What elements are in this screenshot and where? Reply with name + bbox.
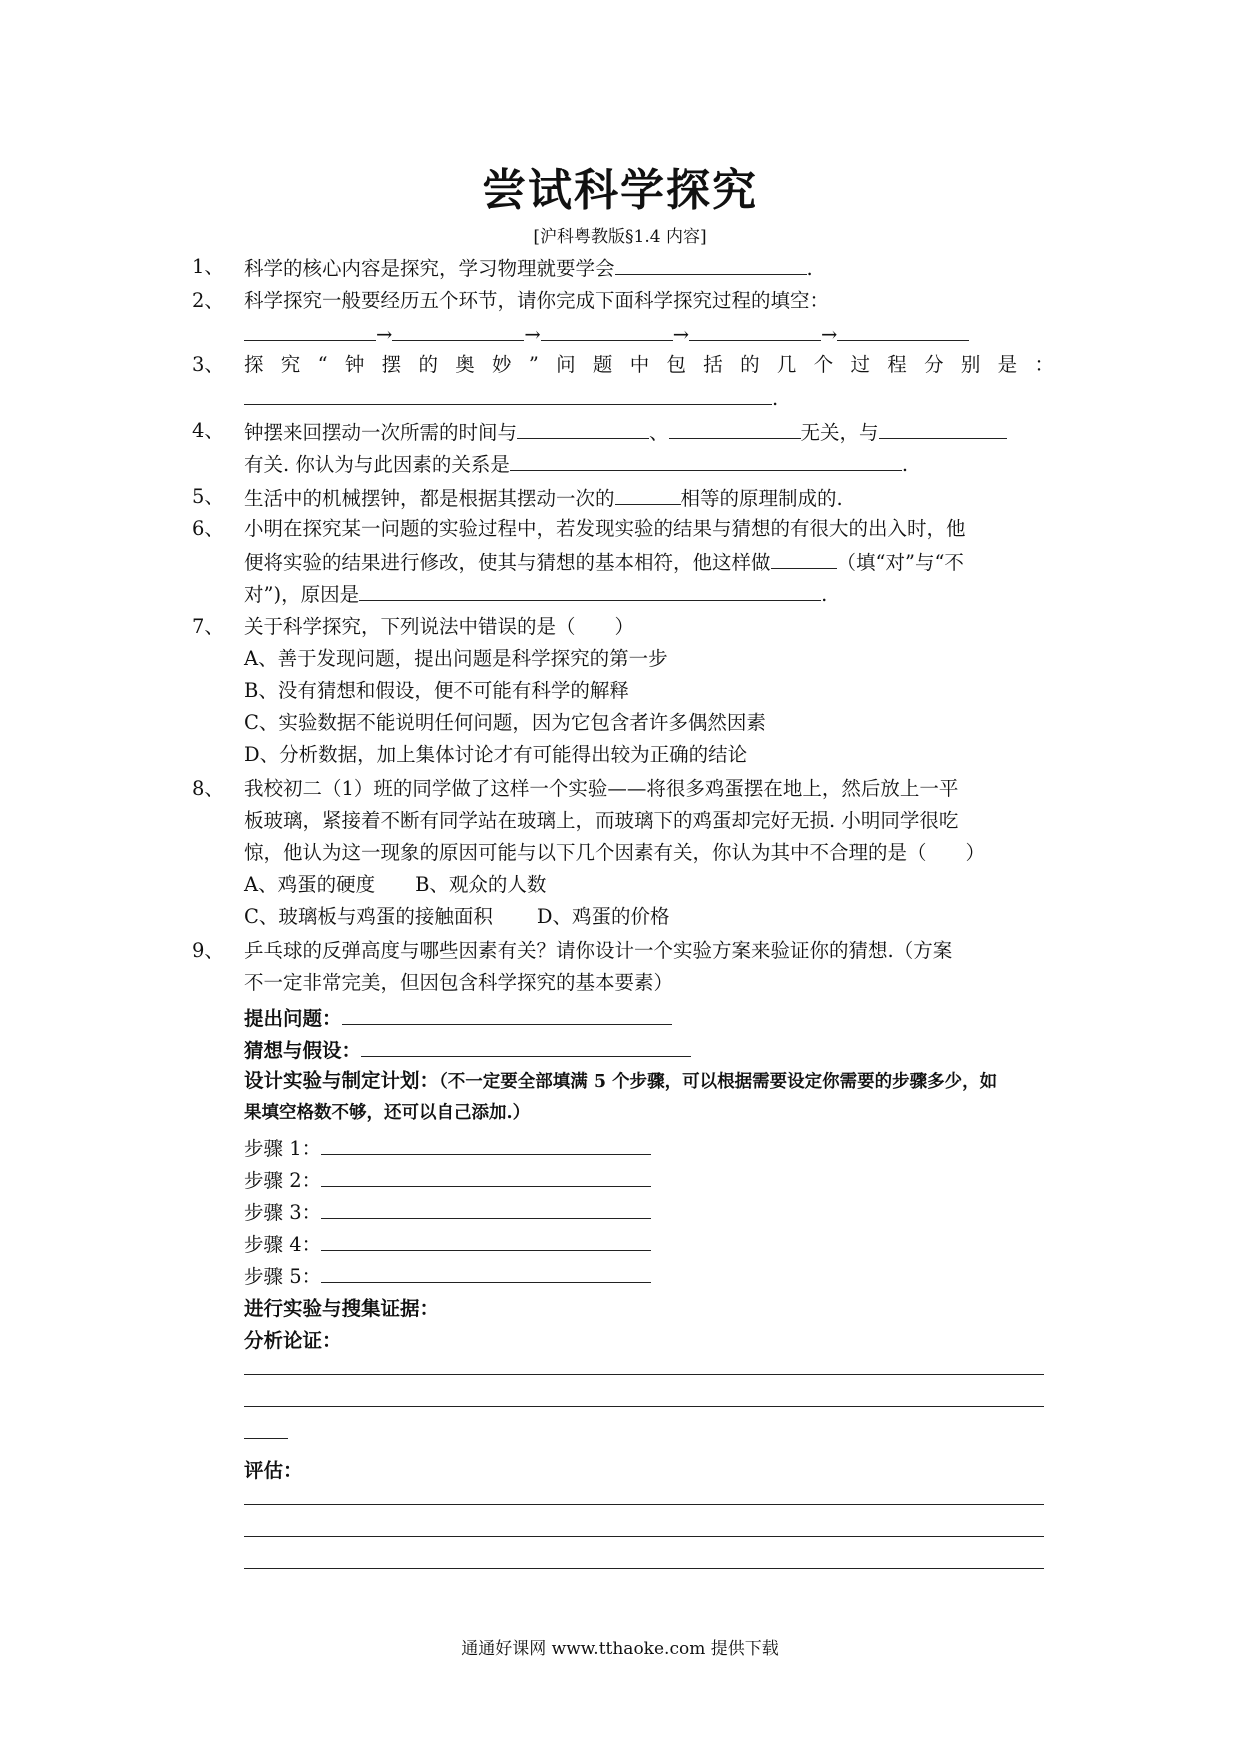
step-2-row: 步骤 2： [244, 1166, 651, 1194]
question-1: 科学的核心内容是探究，学习物理就要学会 . [244, 254, 813, 282]
q2-number: 2、 [192, 289, 224, 312]
question-6-line-3: 对”)，原因是 . [244, 580, 827, 608]
step-3-row: 步骤 3： [244, 1198, 651, 1226]
q5-number: 5、 [192, 485, 224, 508]
page-subtitle: [沪科粤教版§1.4 内容] [533, 227, 707, 247]
page-title: 尝试科学探究 [482, 165, 758, 216]
step-3-blank[interactable] [321, 1198, 651, 1219]
step-5-blank[interactable] [321, 1262, 651, 1283]
q3-number: 3、 [192, 353, 224, 376]
evaluation-heading: 评估： [244, 1459, 303, 1482]
question-2: 科学探究一般要经历五个环节，请你完成下面科学探究过程的填空： [244, 289, 830, 312]
design-plan-heading: 设计实验与制定计划：（不一定要全部填满 5 个步骤，可以根据需要设定你需要的步骤多少，如 [244, 1069, 998, 1092]
evaluation-line-1[interactable] [244, 1504, 1044, 1505]
conduct-experiment-heading: 进行实验与搜集证据： [244, 1297, 440, 1320]
q4-number: 4、 [192, 419, 224, 442]
arrow-icon: → [524, 323, 541, 346]
analysis-heading: 分析论证： [244, 1329, 342, 1352]
q2-blank-2[interactable] [392, 320, 524, 341]
q2-blank-5[interactable] [837, 320, 969, 341]
hypothesis-row: 猜想与假设： [244, 1036, 691, 1064]
evaluation-line-2[interactable] [244, 1536, 1044, 1537]
analysis-line-2[interactable] [244, 1406, 1044, 1407]
q1-blank[interactable] [615, 254, 807, 275]
step-4-row: 步骤 4： [244, 1230, 651, 1258]
q2-blank-3[interactable] [541, 320, 673, 341]
evaluation-line-3[interactable] [244, 1568, 1044, 1569]
question-9-line-2: 不一定非常完美，但因包含科学探究的基本要素） [244, 971, 674, 994]
ask-question-row: 提出问题： [244, 1004, 672, 1032]
q4-blank-1[interactable] [517, 418, 649, 439]
q7-option-b[interactable]: B、没有猜想和假设，便不可能有科学的解释 [244, 679, 629, 702]
q7-option-a[interactable]: A、善于发现问题，提出问题是科学探究的第一步 [244, 647, 668, 670]
arrow-icon: → [376, 323, 393, 346]
q7-option-d[interactable]: D、分析数据，加上集体讨论才有可能得出较为正确的结论 [244, 743, 748, 766]
q4-blank-4[interactable] [510, 450, 902, 471]
step-1-row: 步骤 1： [244, 1134, 651, 1162]
hypothesis-blank[interactable] [361, 1036, 691, 1057]
design-plan-note: 果填空格数不够，还可以自己添加.） [244, 1103, 531, 1123]
question-4-cont: 有关. 你认为与此因素的关系是 . [244, 450, 908, 478]
q3-blank[interactable] [244, 384, 772, 405]
q8-number: 8、 [192, 777, 224, 800]
q4-blank-2[interactable] [669, 418, 801, 439]
q8-option-a[interactable]: A、鸡蛋的硬度 [244, 873, 376, 896]
q8-options-ab [244, 872, 546, 898]
question-5: 生活中的机械摆钟，都是根据其摆动一次的 相等的原理制成的. [244, 484, 843, 512]
q6-number: 6、 [192, 517, 224, 540]
arrow-icon: → [821, 323, 838, 346]
question-8-line-1: 我校初二（1）班的同学做了这样一个实验——将很多鸡蛋摆在地上，然后放上一平 [244, 777, 959, 800]
analysis-line-3[interactable] [244, 1438, 288, 1439]
q8-option-c[interactable]: C、玻璃板与鸡蛋的接触面积 [244, 905, 493, 928]
q1-number: 1、 [192, 255, 224, 278]
q7-option-c[interactable]: C、实验数据不能说明任何问题，因为它包含者许多偶然因素 [244, 711, 766, 734]
q6-blank-2[interactable] [359, 580, 821, 601]
question-6-line-1: 小明在探究某一问题的实验过程中，若发现实验的结果与猜想的有很大的出入时，他 [244, 517, 966, 540]
question-4: 钟摆来回摆动一次所需的时间与 、 无关，与 [244, 418, 1007, 446]
q8-option-d[interactable]: D、鸡蛋的价格 [536, 905, 670, 928]
question-8-line-2: 板玻璃，紧接着不断有同学站在玻璃上，而玻璃下的鸡蛋却完好无损. 小明同学很吃 [244, 809, 959, 832]
question-7[interactable]: 关于科学探究，下列说法中错误的是（ ） [244, 615, 635, 638]
question-8-line-3[interactable]: 惊，他认为这一现象的原因可能与以下几个因素有关，你认为其中不合理的是（ ） [244, 841, 986, 864]
q8-option-b[interactable]: B、观众的人数 [415, 873, 547, 896]
step-2-blank[interactable] [321, 1166, 651, 1187]
q5-blank[interactable] [615, 484, 681, 505]
step-1-blank[interactable] [321, 1134, 651, 1155]
q3-answer-line: . [244, 384, 778, 412]
arrow-icon: → [672, 323, 690, 346]
q2-blank-1[interactable] [244, 320, 376, 341]
ask-question-blank[interactable] [342, 1004, 672, 1025]
footer-credit: 通通好课网 www.tthaoke.com 提供下载 [461, 1639, 779, 1659]
q2-blank-4[interactable] [689, 320, 821, 341]
question-3: 探 究 “ 钟 摆 的 奥 妙 ” 问 题 中 包 括 的 几 个 过 程 分 别 是 ： [244, 353, 1054, 376]
q7-number: 7、 [192, 615, 224, 638]
q4-blank-3[interactable] [879, 418, 1007, 439]
q2-steps [244, 320, 969, 348]
q9-number: 9、 [192, 939, 224, 962]
question-6-line-2: 便将实验的结果进行修改，使其与猜想的基本相符，他这样做 （填“对”与“不 [244, 548, 964, 576]
step-4-blank[interactable] [321, 1230, 651, 1251]
analysis-line-1[interactable] [244, 1374, 1044, 1375]
question-9-line-1: 乒乓球的反弹高度与哪些因素有关？请你设计一个实验方案来验证你的猜想.（方案 [244, 939, 953, 962]
q6-blank-1[interactable] [771, 548, 837, 569]
q8-options-cd [244, 904, 670, 930]
step-5-row: 步骤 5： [244, 1262, 651, 1290]
